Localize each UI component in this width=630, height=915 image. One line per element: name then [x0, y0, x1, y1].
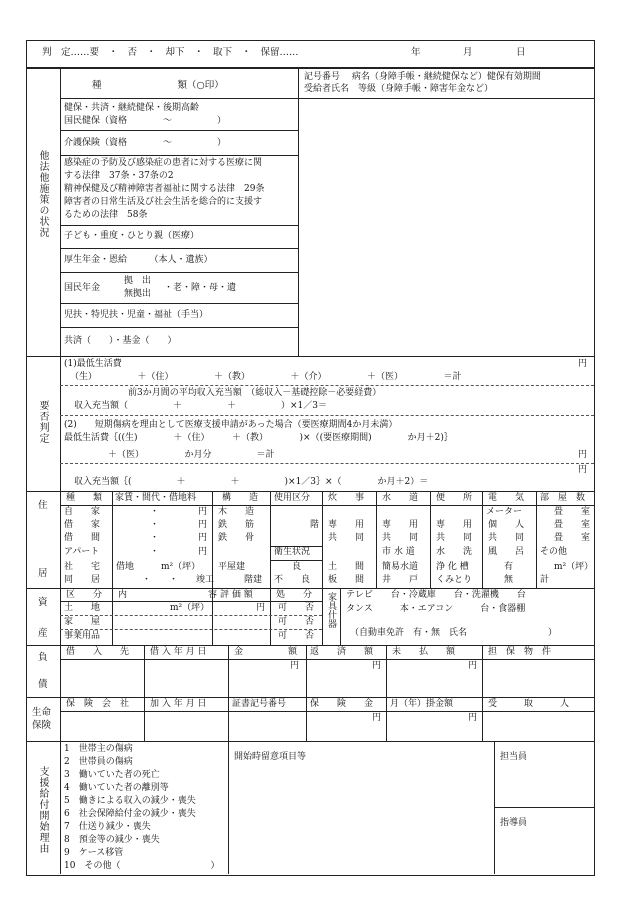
toilet-item: くみとり [436, 575, 473, 585]
toilet-item: 浄 化 槽 [436, 562, 469, 572]
support-reason: 9 ケース移管 [64, 848, 124, 858]
yen-unit: 円 [578, 450, 588, 460]
assets-header-content: 内 容 [118, 590, 218, 600]
measure-mutual-aid: 共済（ ）・基金（ ） [64, 336, 177, 346]
yen-unit: 円 [578, 359, 588, 369]
use-floor: 階 [310, 520, 320, 530]
measure-law-line-4: 障害者の日常生活及び社会生活を総合的に支援す [64, 197, 263, 207]
staff-label: 担当員 [500, 752, 528, 762]
electric-item: 有 [504, 562, 514, 572]
structure-item: 鉄 筋 [218, 520, 255, 530]
cooking-item: 土 間 [328, 562, 365, 572]
insurance-header-company: 保 険 会 社 [66, 699, 130, 709]
housing-header-use: 使用区分 [274, 493, 311, 503]
housing-header-electric: 電 気 [488, 493, 525, 503]
dispose-option: 可 否 [278, 631, 315, 641]
housing-kind: 同 居 [64, 575, 101, 585]
debt-title-top: 負 [38, 652, 48, 663]
assets-header-disposal: 処 分 [276, 590, 313, 600]
sanitation-label: 衛生状況 [274, 547, 311, 557]
structure-item: 木 造 [218, 507, 255, 517]
dispose-option: 可 否 [278, 617, 315, 627]
measure-law-line-2: する法律 37条・37条の2 [64, 171, 174, 181]
measure-law-line-1: 感染症の予防及び感染症の患者に対する医療に関 [64, 158, 263, 168]
toilet-item: 専 用 [436, 520, 473, 530]
support-reason: 10 その他（ ） [64, 861, 220, 871]
rooms-item: m²（坪） [554, 562, 594, 572]
insurance-header-certificate: 証書記号番号 [232, 699, 287, 709]
support-reason: 4 働いていた者の離別等 [64, 783, 169, 793]
other-measures-title: 他法他施策の状況 [37, 150, 48, 238]
medical-months-formula: ＋（医） か月分 ＝計 [108, 450, 275, 460]
yen-unit: 円 [256, 603, 266, 613]
housing-title-bottom: 居 [38, 568, 48, 579]
judgement-label: 判 定……要 ・ 否 ・ 却下 ・ 取下 ・ 保留…… [42, 47, 299, 58]
yen-unit: 円 [372, 661, 382, 671]
sanitation-bad: 不 良 [274, 575, 311, 585]
water-item: 簡易水道 [382, 562, 419, 572]
structure-item: 鉄 骨 [218, 533, 255, 543]
assets-header-category: 区 分 [66, 590, 103, 600]
cooking-item: 板 間 [328, 575, 365, 585]
rooms-item: その他 [540, 547, 568, 557]
year-label: 年 [411, 47, 421, 58]
support-title: 支援給付開始理由 [37, 766, 48, 854]
min-living-cost-label: (1)最低生活費 [64, 359, 122, 369]
support-reason: 5 働きによる収入の減少・喪失 [64, 796, 196, 806]
asset-building: 家 屋 [64, 617, 101, 627]
housing-header-cooking: 炊 事 [328, 493, 365, 503]
built-date: ・ ・ 竣工 [142, 575, 215, 585]
rent-dot: ・ [150, 520, 160, 530]
housing-kind: 自 家 [64, 507, 101, 517]
rooms-item: 畳 室 [554, 520, 591, 530]
min-living-cost-formula: （生） ＋（住） ＋（教） ＋（介） ＋（医） ＝計 [70, 372, 462, 382]
housing-header-structure: 構 造 [222, 493, 259, 503]
water-item: 専 用 [382, 520, 419, 530]
assets-title-bottom: 産 [38, 628, 48, 639]
rooms-item: 畳 室 [554, 507, 591, 517]
asset-business: 事業用品 [64, 631, 101, 641]
rent-dot: ・ [150, 507, 160, 517]
electric-item: 個 人 [488, 520, 525, 530]
housing-header-kind: 種 類 [66, 493, 103, 503]
electric-item: 無 [504, 575, 514, 585]
structure-item: 平屋建 [218, 562, 246, 572]
support-reason: 2 世帯員の傷病 [64, 757, 133, 767]
necessity-title: 要否判定 [37, 400, 48, 444]
electric-item: メーター [486, 507, 523, 517]
yen-unit: 円 [578, 465, 588, 475]
insurance-header-premium: 月（年）掛金額 [390, 699, 454, 709]
measure-national-pension: 国民年金 [64, 283, 101, 293]
debt-header-lender: 借 入 先 [66, 647, 130, 657]
debt-header-collateral: 担 保 物 件 [488, 647, 552, 657]
leased-land: 借地 m²（坪） [116, 562, 201, 572]
furniture-line-1: テレビ 台・冷蔵庫 台・洗濯機 台 [346, 590, 526, 600]
toilet-item: 共 同 [436, 533, 473, 543]
support-reason: 7 仕送り減少・喪失 [64, 822, 151, 832]
income-months-formula: 収入充当額｛( ＋ ＋ )×1／3｝×（ か月＋2）＝ [74, 477, 429, 487]
electric-item: 風 呂 [488, 547, 525, 557]
support-reason: 3 働いていた者の死亡 [64, 770, 160, 780]
housing-kind: アパート [64, 547, 100, 557]
cooking-item: 専 用 [328, 520, 365, 530]
right-header-1: 記号番号 病名（身障手帳・継続健保など）健保有効期間 [304, 72, 541, 82]
housing-title-top: 住 [38, 500, 48, 511]
support-reason: 1 世帯主の傷病 [64, 744, 133, 754]
housing-kind: 借 間 [64, 533, 101, 543]
yen-unit: 円 [198, 547, 208, 557]
furniture-title: 家具什器 [326, 592, 336, 628]
insurance-header-beneficiary: 受 取 人 [488, 699, 570, 709]
housing-header-rooms: 部 屋 数 [540, 493, 586, 503]
insurance-header-amount: 保 険 金 [310, 699, 374, 709]
short-illness-formula: 最低生活費｛((生) ＋（住） ＋（教） )×（(要医療期間) か月＋2)｝ [64, 433, 453, 443]
assets-title-top: 資 [38, 597, 48, 608]
assets-header-value: 評 価 額 [220, 590, 253, 600]
insurance-title-1: 生命 [32, 707, 52, 718]
housing-kind: 借 家 [64, 520, 101, 530]
structure-item: 階建 [244, 575, 263, 585]
dispose-option: 可 否 [278, 603, 315, 613]
measure-care-insurance: 介護保険（資格 〜 ） [64, 138, 227, 148]
measure-law-line-3: 精神保健及び精神障害者福祉に関する法律 29条 [64, 184, 265, 194]
month-label: 月 [463, 47, 473, 58]
measure-contributory: 拠 出 [124, 276, 152, 286]
debt-header-amount: 金 額 [234, 647, 298, 657]
right-header-2: 受給者氏名 等級（身障手帳・障害年金など） [304, 84, 494, 94]
rooms-item: 計 [540, 575, 550, 585]
rent-dot: ・ [150, 533, 160, 543]
water-item: 共 同 [382, 533, 419, 543]
electric-item: 共 同 [488, 533, 525, 543]
asset-land: 土 地 [64, 603, 101, 613]
measure-pension: 厚生年金・恩給 （本人・遺族） [64, 255, 213, 265]
housing-header-toilet: 便 所 [436, 493, 473, 503]
yen-unit: 円 [372, 713, 382, 723]
toilet-item: 水 洗 [436, 547, 473, 557]
debt-header-repayment: 返 済 額 [310, 647, 374, 657]
measure-allowances: 児扶・特児扶・児童・福祉（手当） [64, 310, 209, 320]
rooms-item: 畳 室 [554, 533, 591, 543]
yen-unit: 円 [198, 507, 208, 517]
yen-unit: 円 [198, 533, 208, 543]
measure-non-contributory: 無拠出 [124, 289, 152, 299]
yen-unit: 円 [290, 661, 300, 671]
notes-label: 開始時留意項目等 [234, 752, 307, 762]
housing-kind: 社 宅 [64, 562, 101, 572]
kind-header: 種 類（○印） [92, 80, 224, 91]
furniture-line-2: タンス 本・エアコン 台・食器棚 [346, 604, 526, 614]
water-item: 井 戸 [382, 575, 419, 585]
day-label: 日 [516, 47, 526, 58]
debt-header-date: 借 入 年 月 日 [150, 647, 207, 657]
measure-child-medical: 子ども・重度・ひとり親（医療） [64, 231, 200, 241]
income-formula: 収入充当額（ ＋ ＋ ）×1／3＝ [74, 401, 327, 411]
avg-income-label: 前3か月間の平均収入充当額 （総収入－基礎控除－必要経費） [128, 388, 382, 398]
debt-title-bottom: 債 [38, 679, 48, 690]
measure-pension-types: ・老・障・母・遺 [164, 283, 237, 293]
yen-unit: 円 [468, 713, 478, 723]
housing-header-rent: 家賃・間代・借地料 [115, 493, 197, 503]
rent-dot: ・ [150, 547, 160, 557]
insurance-header-date: 加 入 年 月 日 [150, 699, 207, 709]
housing-header-water: 水 道 [382, 493, 419, 503]
insurance-title-2: 保険 [32, 720, 52, 731]
measure-law-line-5: るための法律 58条 [64, 210, 148, 220]
water-item: 市 水 道 [382, 547, 415, 557]
measure-national-health: 国民健保（資格 〜 ） [64, 116, 227, 126]
debt-header-unpaid: 未 払 額 [392, 647, 456, 657]
short-illness-label: (2) 短期傷病を理由として医療支援申請があった場合（要医療期間4か月未満） [64, 420, 398, 430]
support-reason: 8 預金等の減少・喪失 [64, 835, 160, 845]
yen-unit: 円 [198, 520, 208, 530]
car-license: （自動車免許 有・無 氏名 ） [350, 628, 558, 638]
supervisor-label: 指導員 [500, 818, 528, 828]
yen-unit: 円 [468, 661, 478, 671]
measure-health-insurance: 健保・共済・継続健保・後期高齢 [64, 103, 200, 113]
support-reason: 6 社会保障給付金の減少・喪失 [64, 809, 196, 819]
cooking-item: 共 同 [328, 533, 365, 543]
sanitation-good: 良 [292, 562, 302, 572]
land-area-unit: m²（坪） [170, 603, 210, 613]
